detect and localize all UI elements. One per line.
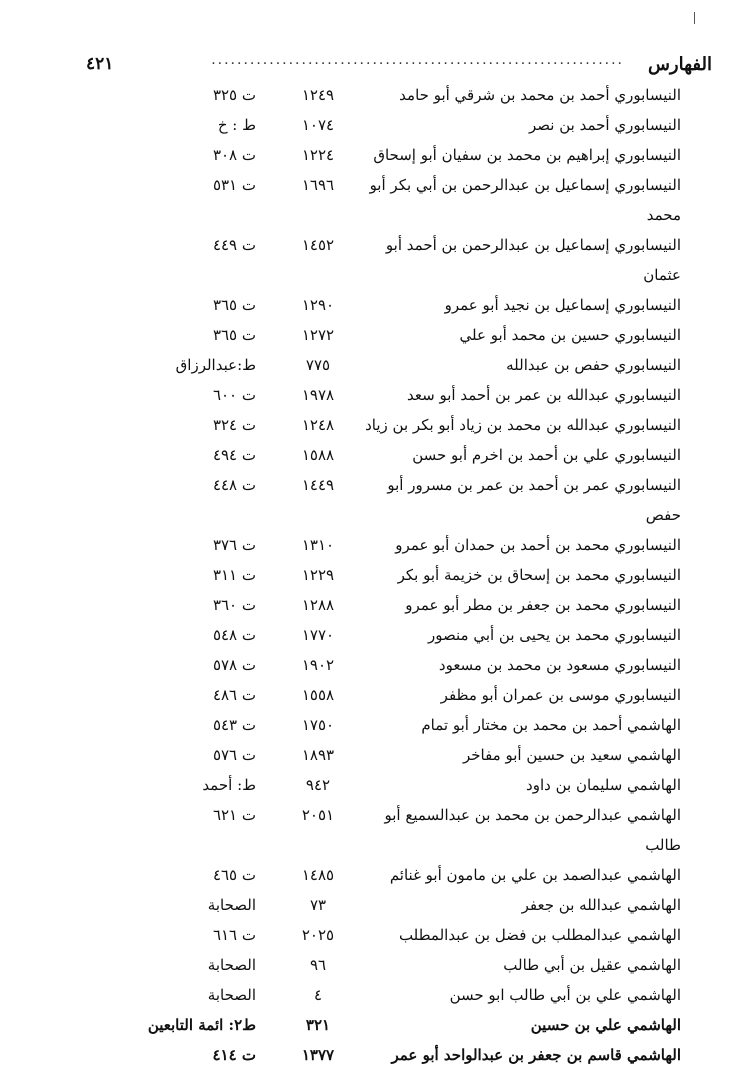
entry-number: ١٢٢٤ bbox=[301, 146, 335, 164]
index-entry bbox=[0, 774, 743, 804]
entry-number: ١٢٤٩ bbox=[301, 86, 335, 104]
index-entry bbox=[0, 234, 743, 264]
index-entry bbox=[0, 414, 743, 444]
entry-reference: الصحابة bbox=[207, 956, 256, 974]
entry-number: ١٣٧٧ bbox=[301, 1046, 335, 1064]
entry-number: ٣٢١ bbox=[305, 1016, 331, 1034]
entry-name: الهاشمي علي بن أبي طالب ابو حسن bbox=[449, 986, 681, 1004]
entry-reference: ت ٥٧٨ bbox=[212, 656, 256, 674]
entry-number: ١٩٧٨ bbox=[301, 386, 335, 404]
page-number: ٤٢١ bbox=[86, 54, 114, 74]
entry-name: النيسابوري إبراهيم بن محمد بن سفيان أبو إسحاق bbox=[373, 146, 681, 164]
entry-reference: ت ٣٧٦ bbox=[212, 536, 256, 554]
entry-name: الهاشمي علي بن حسين bbox=[530, 1016, 681, 1034]
index-entry bbox=[0, 984, 743, 1014]
entry-name: النيسابوري محمد بن يحيى بن أبي منصور bbox=[427, 626, 681, 644]
entry-number: ١٢٢٩ bbox=[301, 566, 335, 584]
entry-name: النيسابوري أحمد بن محمد بن شرقي أبو حامد bbox=[399, 86, 681, 104]
entry-number: ١٢٨٨ bbox=[301, 596, 335, 614]
entry-reference: ت ٥٣١ bbox=[212, 176, 256, 194]
index-entry bbox=[0, 1014, 743, 1044]
entry-name: النيسابوري محمد بن إسحاق بن خزيمة أبو بكر bbox=[397, 566, 681, 584]
entry-name: الهاشمي عبدالمطلب بن فضل بن عبدالمطلب bbox=[398, 926, 681, 944]
leader-dots: ................................................................ bbox=[211, 52, 624, 68]
entry-name: النيسابوري عبدالله بن عمر بن أحمد أبو سعد bbox=[407, 386, 681, 404]
entry-number: ١٠٧٤ bbox=[301, 116, 335, 134]
entry-name: الهاشمي عبدالله بن جعفر bbox=[521, 896, 681, 914]
index-entry bbox=[0, 534, 743, 564]
entry-name: الهاشمي أحمد بن محمد بن مختار أبو تمام bbox=[421, 716, 681, 734]
entry-number: ١٩٠٢ bbox=[301, 656, 335, 674]
entry-reference: ط : خ bbox=[217, 116, 256, 134]
entry-reference: ت ٣٢٤ bbox=[212, 416, 256, 434]
entry-reference: ت ٦٠٠ bbox=[212, 386, 256, 404]
index-entry-continuation bbox=[0, 504, 743, 534]
entry-number: ١٧٥٠ bbox=[301, 716, 335, 734]
entry-number: ١٢٩٠ bbox=[301, 296, 335, 314]
index-entry bbox=[0, 864, 743, 894]
page-title: الفهارس bbox=[647, 54, 712, 75]
entry-name: النيسابوري حسين بن محمد أبو علي bbox=[459, 326, 681, 344]
entry-name-continuation: طالب bbox=[645, 836, 681, 854]
entry-reference: ت ٣٦٥ bbox=[212, 296, 256, 314]
entry-reference: الصحابة bbox=[207, 986, 256, 1004]
entry-name-continuation: حفص bbox=[645, 506, 681, 524]
entry-name: النيسابوري محمد بن أحمد بن حمدان أبو عمرو bbox=[395, 536, 681, 554]
entry-name: النيسابوري إسماعيل بن عبدالرحمن بن أبي بكر أبو bbox=[369, 176, 681, 194]
entry-number: ٤ bbox=[313, 986, 323, 1004]
index-entry bbox=[0, 84, 743, 114]
entry-name: النيسابوري محمد بن جعفر بن مطر أبو عمرو bbox=[405, 596, 681, 614]
entry-reference: ت ٦٢١ bbox=[212, 806, 256, 824]
entry-number: ١٧٧٠ bbox=[301, 626, 335, 644]
index-entry bbox=[0, 384, 743, 414]
index-entry bbox=[0, 1044, 743, 1074]
page-header bbox=[86, 52, 712, 80]
index-entry bbox=[0, 114, 743, 144]
entry-name: النيسابوري مسعود بن محمد بن مسعود bbox=[438, 656, 681, 674]
index-entry bbox=[0, 564, 743, 594]
index-entry bbox=[0, 324, 743, 354]
index-entry bbox=[0, 894, 743, 924]
entry-reference: ت ٤٦٥ bbox=[212, 866, 256, 884]
index-entry bbox=[0, 174, 743, 204]
entry-number: ٩٦ bbox=[309, 956, 327, 974]
entry-number: ١٥٨٨ bbox=[301, 446, 335, 464]
entry-number: ١٢٧٢ bbox=[301, 326, 335, 344]
index-entry bbox=[0, 474, 743, 504]
index-entry bbox=[0, 594, 743, 624]
entry-reference: ت ٤٨٦ bbox=[212, 686, 256, 704]
index-entry bbox=[0, 294, 743, 324]
corner-mark bbox=[694, 12, 695, 24]
entry-name: الهاشمي عبدالصمد بن علي بن مامون أبو غنائم bbox=[389, 866, 681, 884]
index-entry bbox=[0, 654, 743, 684]
entry-reference: ت ٤١٤ bbox=[212, 1046, 256, 1064]
entry-number: ٧٧٥ bbox=[305, 356, 331, 374]
entry-name: النيسابوري أحمد بن نصر bbox=[529, 116, 681, 134]
entry-name: الهاشمي قاسم بن جعفر بن عبدالواحد أبو عمر bbox=[391, 1046, 681, 1064]
entry-name-continuation: محمد bbox=[646, 206, 681, 224]
index-entry-continuation bbox=[0, 834, 743, 864]
entry-reference: ت ٦١٦ bbox=[212, 926, 256, 944]
entry-reference: ت ٣٦٥ bbox=[212, 326, 256, 344]
entry-reference: ت ٥٤٣ bbox=[212, 716, 256, 734]
entry-number: ١٣١٠ bbox=[301, 536, 335, 554]
entry-number: ١٨٩٣ bbox=[301, 746, 335, 764]
entry-reference: ت ٥٧٦ bbox=[212, 746, 256, 764]
index-entry-continuation bbox=[0, 264, 743, 294]
index-entry bbox=[0, 714, 743, 744]
entry-reference: ط:عبدالرزاق bbox=[175, 356, 256, 374]
index-entry bbox=[0, 444, 743, 474]
entry-name: الهاشمي عبدالرحمن بن محمد بن عبدالسميع أبو bbox=[384, 806, 681, 824]
index-entry-continuation bbox=[0, 204, 743, 234]
entry-name-continuation: عثمان bbox=[643, 266, 681, 284]
entry-name: النيسابوري عبدالله بن محمد بن زياد أبو بكر بن زياد bbox=[365, 416, 681, 434]
entry-number: ٢٠٢٥ bbox=[301, 926, 335, 944]
entry-number: ١٤٨٥ bbox=[301, 866, 335, 884]
entry-name: الهاشمي عقيل بن أبي طالب bbox=[503, 956, 681, 974]
index-entry bbox=[0, 804, 743, 834]
entry-reference: ت ٣٦٠ bbox=[212, 596, 256, 614]
entry-number: ١٦٩٦ bbox=[301, 176, 335, 194]
index-entry bbox=[0, 924, 743, 954]
entry-name: النيسابوري موسى بن عمران أبو مظفر bbox=[440, 686, 681, 704]
index-entry bbox=[0, 954, 743, 984]
index-entry bbox=[0, 354, 743, 384]
entry-name: الهاشمي سعيد بن حسين أبو مفاخر bbox=[462, 746, 681, 764]
entry-reference: ت ٤٩٤ bbox=[212, 446, 256, 464]
entry-reference: ط٢: ائمة التابعين bbox=[147, 1016, 256, 1034]
entry-number: ٢٠٥١ bbox=[301, 806, 335, 824]
index-entry bbox=[0, 684, 743, 714]
entry-reference: الصحابة bbox=[207, 896, 256, 914]
entry-reference: ت ٣١١ bbox=[212, 566, 256, 584]
entry-reference: ت ٣٢٥ bbox=[212, 86, 256, 104]
entry-name: النيسابوري عمر بن أحمد بن عمر بن مسرور أبو bbox=[387, 476, 681, 494]
entry-number: ١٥٥٨ bbox=[301, 686, 335, 704]
entry-number: ١٢٤٨ bbox=[301, 416, 335, 434]
entry-name: الهاشمي سليمان بن داود bbox=[526, 776, 681, 794]
entry-reference: ت ٥٤٨ bbox=[212, 626, 256, 644]
entry-number: ١٤٥٢ bbox=[301, 236, 335, 254]
entry-name: النيسابوري إسماعيل بن نجيد أبو عمرو bbox=[444, 296, 681, 314]
index-entry bbox=[0, 624, 743, 654]
entry-reference: ت ٤٤٨ bbox=[212, 476, 256, 494]
entry-number: ٩٤٢ bbox=[305, 776, 331, 794]
entry-reference: ت ٤٤٩ bbox=[212, 236, 256, 254]
entry-name: النيسابوري حفص بن عبدالله bbox=[506, 356, 681, 374]
entry-number: ١٤٤٩ bbox=[301, 476, 335, 494]
entry-number: ٧٣ bbox=[309, 896, 327, 914]
index-entry bbox=[0, 744, 743, 774]
entry-reference: ط: أحمد bbox=[202, 776, 256, 794]
entry-name: النيسابوري إسماعيل بن عبدالرحمن بن أحمد أبو bbox=[385, 236, 681, 254]
entry-reference: ت ٣٠٨ bbox=[212, 146, 256, 164]
index-entry bbox=[0, 144, 743, 174]
entry-name: النيسابوري علي بن أحمد بن اخرم أبو حسن bbox=[412, 446, 681, 464]
